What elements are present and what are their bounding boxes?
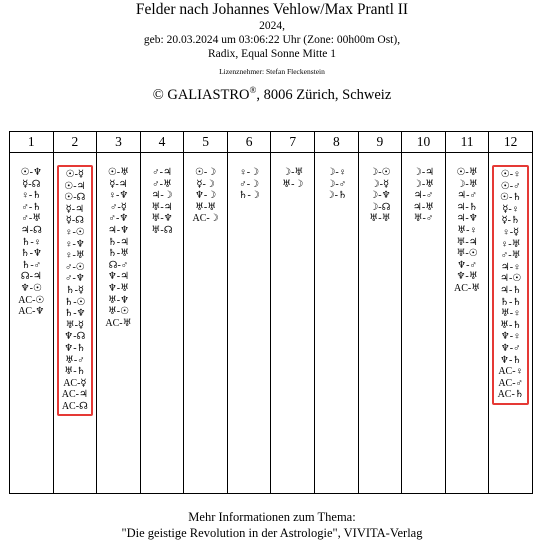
aspect-entry: ☿-♃ (109, 178, 128, 190)
aspect-entry: ☽-♃ (412, 167, 435, 178)
header-row (10, 132, 533, 153)
aspect-entry: ♃-♄ (500, 284, 522, 296)
aspect-entry: ♂-♄ (21, 201, 42, 213)
aspect-entry: ♀-♅ (64, 250, 85, 262)
aspect-entry: ☉-☿ (65, 169, 85, 180)
aspect-entry: AC-♅ (105, 317, 132, 329)
column-header: 7 (271, 132, 315, 153)
aspect-entry: AC-☉ (18, 294, 45, 306)
aspect-entry: ♅-♃ (456, 236, 478, 248)
aspect-entry: ♂-♆ (108, 213, 129, 225)
entry-list (10, 167, 53, 318)
entry-list (184, 167, 227, 225)
aspect-entry: ☿-♀ (502, 203, 520, 215)
field-column (445, 153, 489, 494)
aspect-entry: ☿-☊ (22, 178, 41, 190)
aspect-entry: ♅-♂ (64, 354, 85, 366)
report-footer (0, 509, 544, 541)
aspect-entry: AC-♀ (498, 366, 524, 378)
column-header: 3 (97, 132, 141, 153)
entry-list (271, 167, 314, 190)
copyright-suffix: , 8006 Zürich, Schweiz (256, 87, 392, 103)
aspect-entry: ☉-♆ (20, 167, 42, 178)
aspect-entry: ♅-♄ (64, 366, 86, 378)
aspect-entry: ☽-♅ (412, 178, 435, 190)
aspect-entry: ☉-♅ (107, 167, 130, 178)
aspect-entry: ♀-♅ (500, 238, 521, 250)
aspect-entry: ♄-♆ (64, 308, 86, 320)
aspect-entry: ♆-☉ (20, 282, 42, 294)
aspect-entry: AC-♆ (18, 306, 45, 318)
fields-table (9, 131, 533, 494)
column-header: 2 (53, 132, 97, 153)
column-header: 9 (358, 132, 402, 153)
column-header: 5 (184, 132, 228, 153)
aspect-entry: ☽-♅ (456, 178, 478, 190)
column-header: 1 (10, 132, 54, 153)
aspect-entry: ♄-☿ (65, 284, 85, 296)
aspect-entry: ♅-♀ (457, 224, 477, 236)
aspect-entry: ☽-♂ (326, 178, 347, 190)
column-header: 8 (315, 132, 359, 153)
aspect-entry: ♃-☊ (20, 224, 42, 236)
aspect-entry: ♃-☉ (500, 273, 522, 285)
field-column (489, 153, 533, 494)
aspect-entry: ☿-♃ (65, 203, 85, 215)
aspect-entry: ♄-☽ (238, 190, 260, 202)
aspect-entry: ☉-☽ (194, 167, 217, 178)
entry-list (402, 167, 445, 225)
field-column (10, 153, 54, 494)
field-column (227, 153, 271, 494)
aspect-entry: ♀-♄ (21, 190, 42, 202)
aspect-entry: ♂-☉ (64, 261, 85, 273)
entry-list (446, 167, 489, 295)
aspect-entry: ☽-♄ (325, 190, 347, 202)
birth-details: geb: 20.03.2024 um 03:06:22 Uhr (Zone: 00h00m Ost), (143, 34, 401, 46)
aspect-entry: ☉-♂ (500, 180, 521, 192)
aspect-entry: ♅-☉ (107, 306, 130, 318)
registered-mark: ® (249, 85, 257, 95)
field-column (140, 153, 184, 494)
column-header: 6 (227, 132, 271, 153)
field-column (402, 153, 446, 494)
aspect-entry: ♆-♂ (457, 259, 477, 271)
aspect-entry: ☊-♂ (108, 259, 129, 271)
aspect-entry: ♄-♆ (20, 248, 42, 260)
aspect-entry: ♄-♂ (21, 259, 42, 271)
aspect-entry: ♃-♆ (107, 224, 130, 236)
aspect-entry: ♅-☿ (65, 319, 85, 331)
field-column (53, 153, 97, 494)
aspect-entry: ♅-♅ (369, 213, 391, 225)
aspect-entry: ♃-♄ (456, 201, 478, 213)
aspect-entry: ♅-♆ (107, 294, 130, 306)
aspect-entry: ♅-☉ (456, 248, 478, 260)
birth-year: 2024, (259, 20, 285, 32)
aspect-entry: ♃-♀ (500, 261, 521, 273)
aspect-entry: ♆-♂ (500, 342, 521, 354)
aspect-entry: ☿-☊ (65, 215, 85, 227)
aspect-entry: ♄-☉ (64, 296, 86, 308)
aspect-entry: ☿-♄ (501, 215, 520, 227)
field-column (358, 153, 402, 494)
aspect-entry: ♂-♆ (64, 273, 85, 285)
aspect-entry: ♆-☊ (64, 331, 86, 343)
aspect-entry: ☽-☿ (370, 178, 390, 190)
entry-list (228, 167, 271, 202)
licensee: Lizenznehmer: Stefan Fleckenstein (219, 67, 325, 76)
aspect-entry: ♅-☽ (282, 178, 304, 190)
aspect-entry: ♂-♅ (152, 178, 172, 190)
aspect-entry: ☽-♀ (326, 167, 347, 178)
column-header: 4 (140, 132, 184, 153)
entry-list (141, 167, 184, 237)
entries-row (10, 153, 533, 494)
aspect-entry: AC-♃ (61, 389, 88, 401)
aspect-entry: ♃-♆ (456, 213, 478, 225)
column-header: 12 (489, 132, 533, 153)
aspect-entry: AC-☽ (192, 213, 219, 225)
aspect-entry: ♅-♅ (194, 201, 217, 213)
aspect-entry: ♅-♀ (500, 308, 521, 320)
aspect-entry: ♄-♅ (107, 248, 130, 260)
field-column (97, 153, 141, 494)
report-header (0, 0, 544, 104)
aspect-entry: ♄-♄ (500, 296, 522, 308)
aspect-entry: ☽-☉ (369, 167, 391, 178)
aspect-entry: ☉-♄ (500, 192, 522, 204)
entry-list (359, 167, 402, 225)
aspect-entry: ♀-☽ (239, 167, 260, 178)
aspect-entry: ♆-♄ (500, 354, 522, 366)
aspect-entry: ♅-♆ (151, 213, 173, 225)
column-header: 10 (402, 132, 446, 153)
aspect-entry: AC-♅ (453, 282, 481, 294)
copyright-prefix: © GALIASTRO (152, 87, 250, 103)
aspect-entry: ♅-☊ (151, 224, 173, 236)
aspect-entry: ☽-♆ (369, 190, 391, 202)
aspect-entry: ☽-♅ (282, 167, 304, 178)
aspect-entry: ♅-♃ (151, 201, 173, 213)
aspect-entry: ♆-♀ (500, 331, 521, 343)
aspect-entry: ♆-♅ (456, 271, 478, 283)
footer-info: Mehr Informationen zum Thema: (188, 510, 356, 524)
field-column (315, 153, 359, 494)
aspect-entry: ♄-♀ (21, 236, 42, 248)
aspect-entry: ♀-♆ (64, 238, 85, 250)
aspect-entry: ♆-♃ (107, 271, 130, 283)
highlighted-entry-list (57, 165, 94, 416)
aspect-entry: ♂-♅ (21, 213, 42, 225)
aspect-entry: ♅-♄ (500, 319, 522, 331)
aspect-entry: ☿-☽ (196, 178, 215, 190)
aspect-entry: AC-♂ (498, 377, 524, 389)
copyright-line (0, 86, 544, 104)
aspect-entry: AC-♄ (497, 389, 524, 401)
entry-list (315, 167, 358, 202)
aspect-entry: ♀-☿ (502, 226, 520, 238)
aspect-entry: AC-☊ (61, 400, 88, 412)
aspect-entry: ☉-♀ (500, 169, 521, 180)
entry-list (97, 167, 140, 329)
aspect-entry: ♃-☽ (151, 190, 173, 202)
aspect-entry: ♅-♂ (413, 213, 434, 225)
field-column (184, 153, 228, 494)
highlighted-entry-list (492, 165, 529, 405)
aspect-entry: ♂-♃ (152, 167, 172, 178)
aspect-entry: ♀-☉ (64, 226, 85, 238)
aspect-entry: ♂-☽ (239, 178, 260, 190)
column-header: 11 (445, 132, 489, 153)
aspect-entry: ♆-♅ (107, 282, 130, 294)
aspect-entry: ♄-♃ (107, 236, 130, 248)
aspect-entry: ♆-♄ (64, 342, 86, 354)
aspect-entry: ☉-♃ (64, 180, 86, 192)
aspect-entry: ♃-♂ (413, 190, 434, 202)
field-column (271, 153, 315, 494)
aspect-entry: ♃-♂ (457, 190, 477, 202)
aspect-entry: ♆-☽ (194, 190, 217, 202)
aspect-entry: ☉-♅ (456, 167, 478, 178)
aspect-entry: ☉-☊ (64, 192, 86, 204)
footer-publication: "Die geistige Revolution in der Astrologie", VIVITA-Verlag (121, 526, 423, 540)
aspect-entry: ☊-♃ (20, 271, 42, 283)
aspect-entry: ☽-☊ (369, 201, 391, 213)
chart-type: Radix, Equal Sonne Mitte 1 (207, 48, 337, 60)
report-title: Felder nach Johannes Vehlow/Max Prantl II (135, 1, 409, 18)
aspect-entry: ♀-♆ (108, 190, 129, 202)
aspect-entry: ♂-☿ (109, 201, 127, 213)
aspect-entry: ♂-♅ (500, 250, 521, 262)
aspect-entry: ♃-♅ (412, 201, 435, 213)
aspect-entry: AC-☿ (63, 377, 87, 389)
